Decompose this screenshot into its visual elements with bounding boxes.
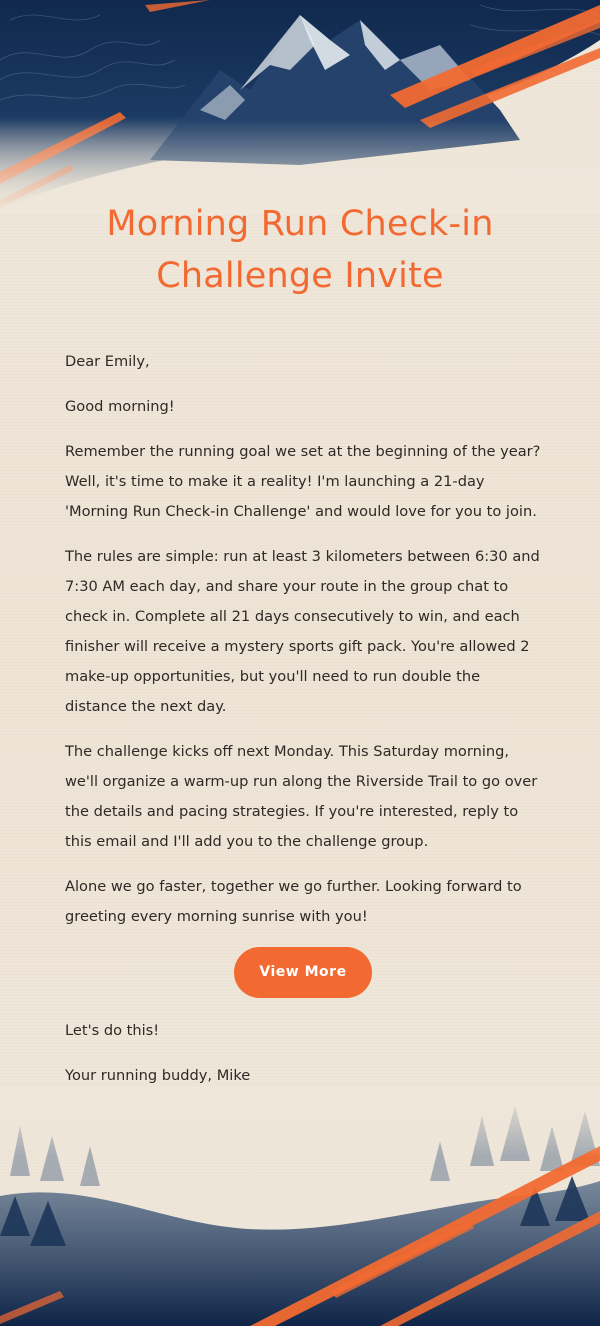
view-more-button[interactable]: View More <box>234 947 372 998</box>
email-body <box>65 347 541 1106</box>
body-paragraph: The rules are simple: run at least 3 kilometers between 6:30 and 7:30 AM each day, and share your route in the group chat to check in. Complete all 21 days consecutively to win, and each finisher will receive a mystery sports gift pack. You're allowed 2 make-up opportunities, but you'll need to run double the distance the next day. <box>65 548 540 715</box>
footer-forest-illustration <box>0 1086 600 1326</box>
email-title: Morning Run Check-in Challenge Invite <box>106 204 494 296</box>
cta-container <box>65 947 541 998</box>
signature-text: Your running buddy, Mike <box>65 1067 251 1084</box>
closing-text: Let's do this! <box>65 1022 160 1039</box>
body-paragraph: Remember the running goal we set at the beginning of the year? Well, it's time to make it a reality! I'm launching a 21-day 'Morning Run Check-in Challenge' and would love for you to join. <box>65 443 541 520</box>
body-paragraph: The challenge kicks off next Monday. This Saturday morning, we'll organize a warm-up run along the Riverside Trail to go over the details and pacing strategies. If you're interested, reply to this email and I'll add you to the challenge group. <box>65 743 538 850</box>
greeting-text: Dear Emily, <box>65 353 150 370</box>
header-mountain-illustration <box>0 0 600 215</box>
body-paragraph: Alone we go faster, together we go further. Looking forward to greeting every morning sunrise with you! <box>65 878 522 925</box>
opening-text: Good morning! <box>65 398 175 415</box>
